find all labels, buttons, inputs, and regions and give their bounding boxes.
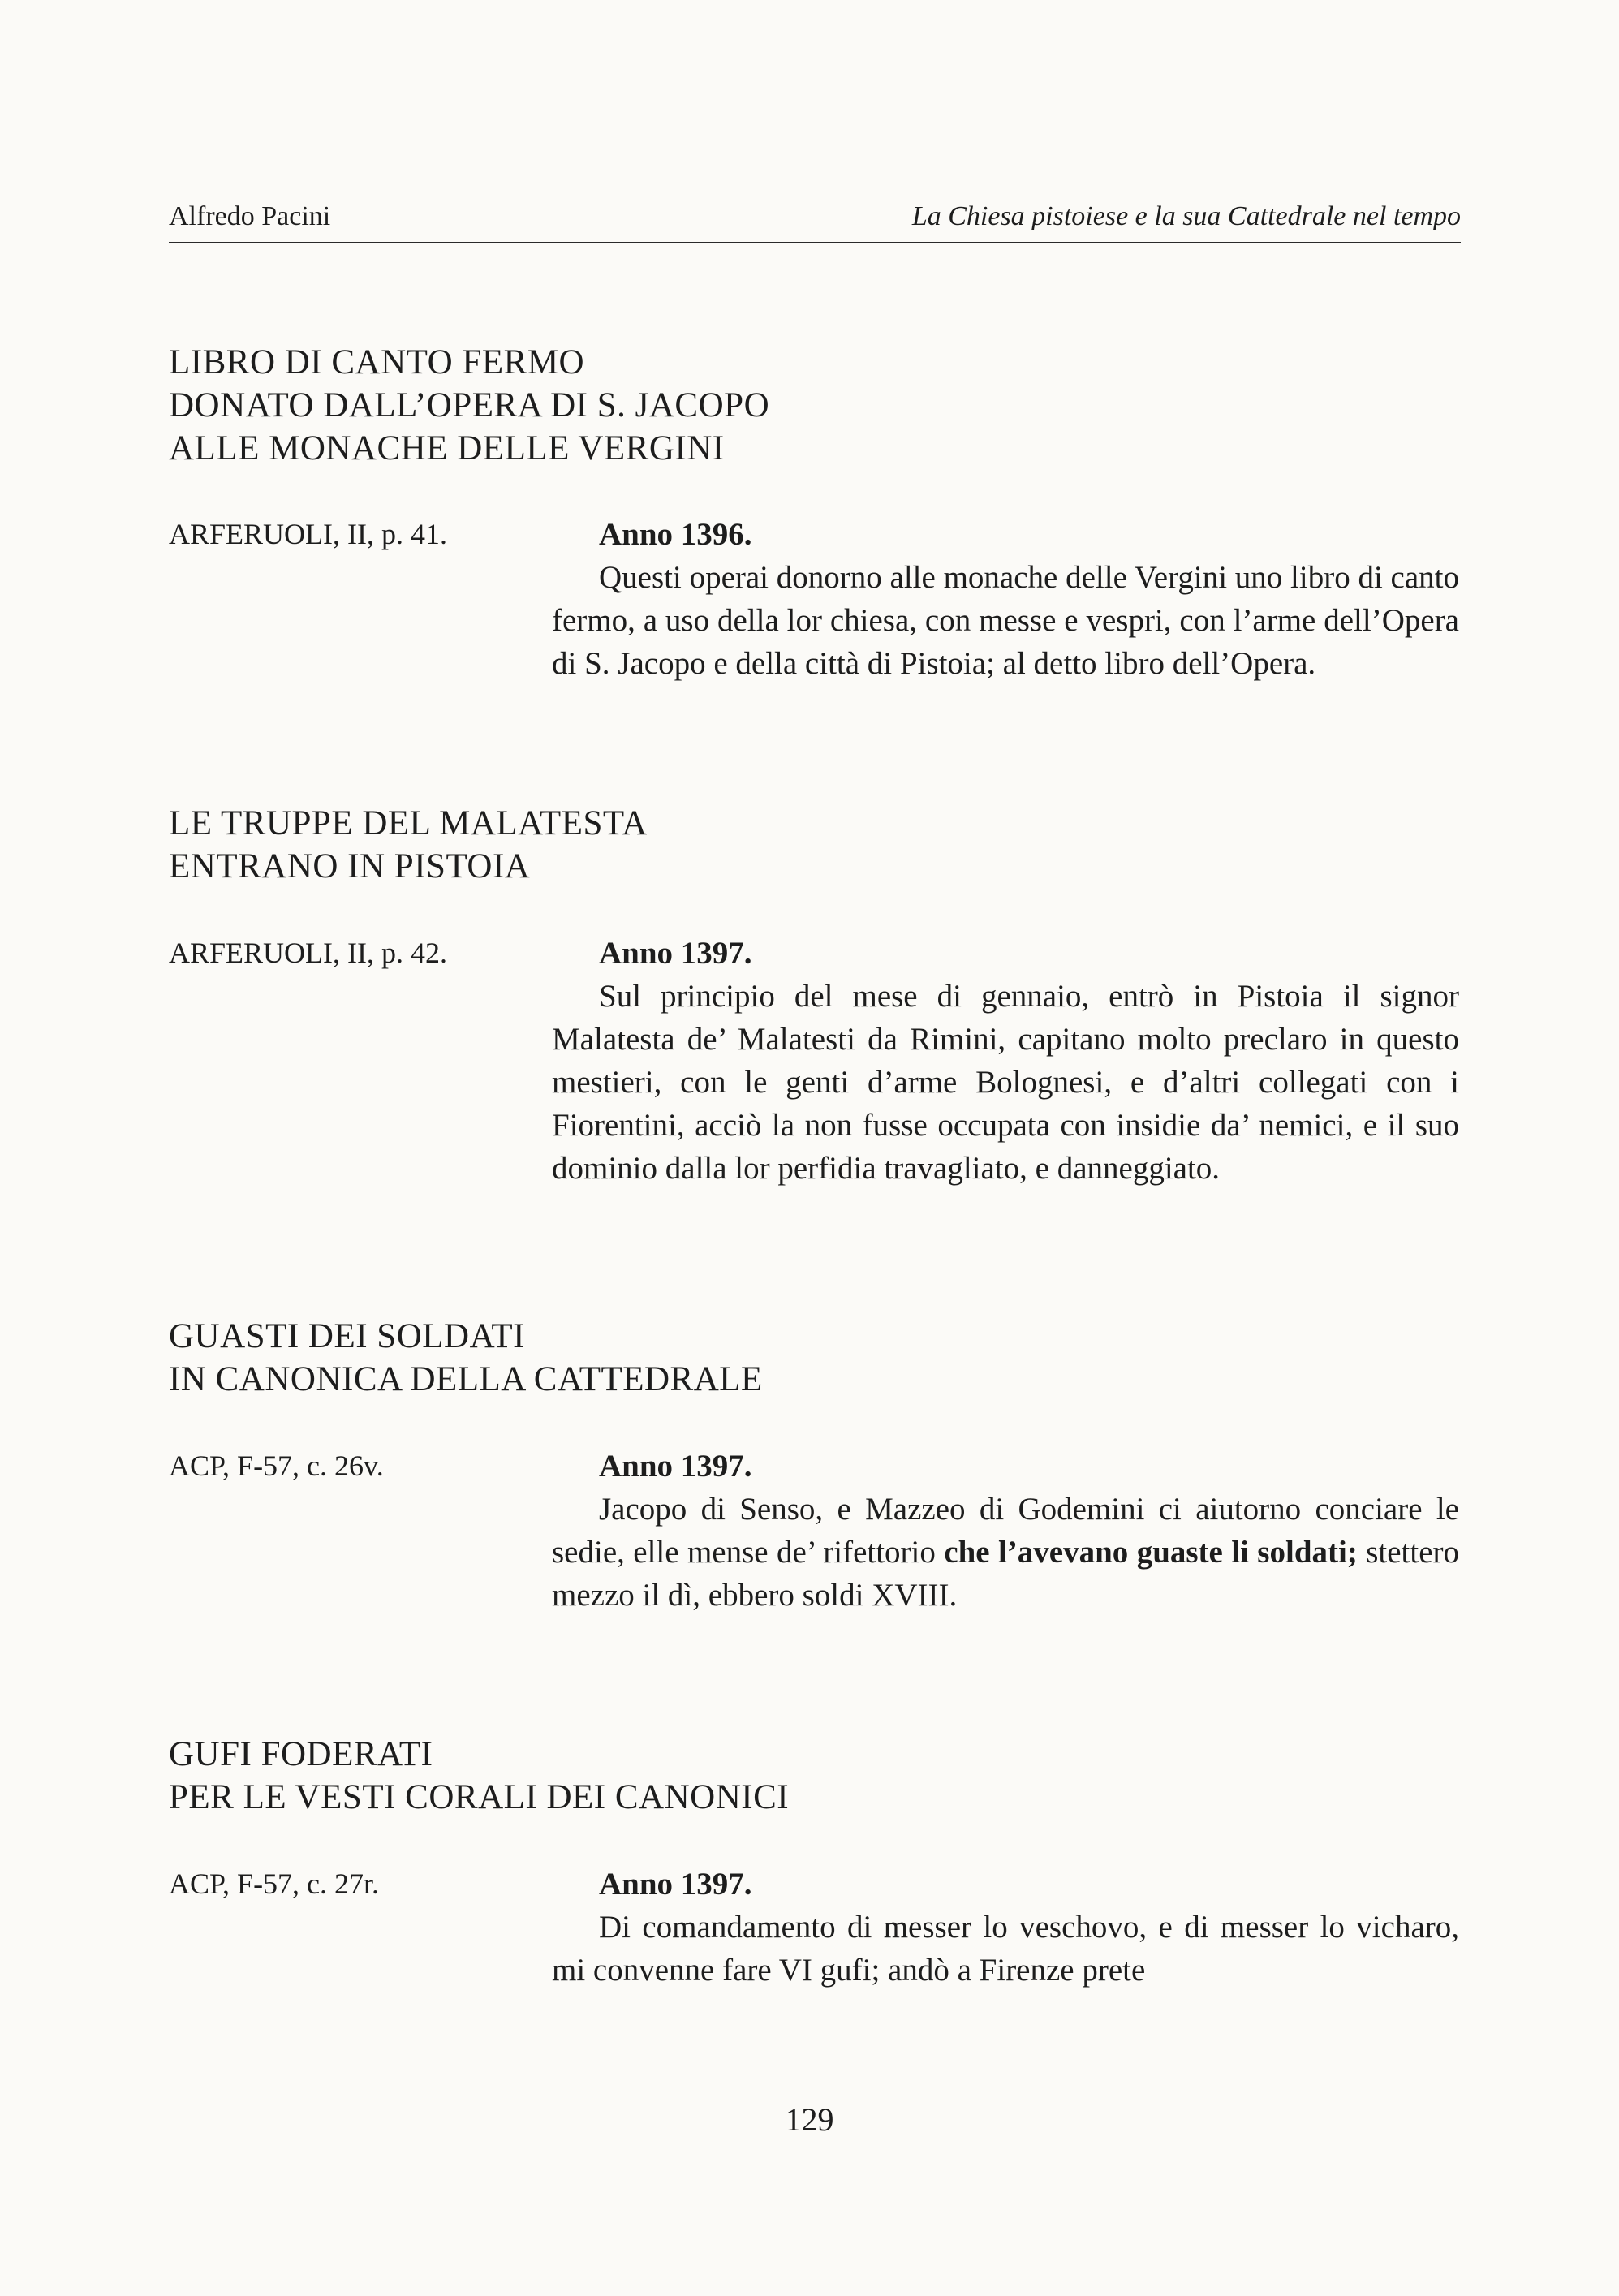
source-reference: ACP, F-57, c. 27r. — [169, 1867, 380, 1900]
entry-text: Questi operai donorno alle monache delle Vergini uno libro di canto fermo, a uso della lor chiesa, con messe e vespri, con l’arme dell’Opera di S. Jacopo e della città di Pistoia; al detto libro dell’Opera. — [552, 560, 1459, 681]
entry-text: Di comandamento di messer lo veschovo, e di messer lo vicharo, mi convenne fare VI gufi; andò a Firenze prete — [552, 1910, 1459, 1988]
entry-year: Anno 1396. — [599, 517, 752, 552]
section-title-line: LIBRO DI CANTO FERMO — [169, 343, 585, 381]
section-title — [169, 802, 1461, 888]
entry-text-after: stettero mezzo il dì, ebbero soldi XVIII. — [552, 1535, 1460, 1613]
section-truppe-malatesta — [169, 802, 1461, 1186]
section-title — [169, 341, 1461, 470]
source-reference: ARFERUOLI, II, p. 42. — [169, 937, 447, 969]
running-head-author: Alfredo Pacini — [169, 201, 331, 231]
section-guasti-soldati — [169, 1315, 1461, 1613]
running-head-title: La Chiesa pistoiese e la sua Cattedrale nel tempo — [911, 201, 1461, 231]
page-number: 129 — [785, 2101, 834, 2138]
section-title-line: DONATO DALL’OPERA DI S. JACOPO — [169, 386, 770, 424]
entry-text — [552, 1488, 1459, 1617]
section-title-line: ALLE MONACHE DELLE VERGINI — [169, 429, 725, 467]
section-gufi-foderati — [169, 1733, 1461, 1988]
entry-body — [552, 1445, 1459, 1617]
entry-body — [552, 513, 1459, 685]
entry-text-before: Jacopo di Senso, e Mazzeo di Godemini ci aiutorno conciare le sedie, elle mense de’ rifettorio — [552, 1492, 1459, 1570]
entry-text-bold: che l’avevano guaste li soldati; — [944, 1535, 1358, 1570]
entry-body — [552, 1863, 1459, 1992]
section-title-line: IN CANONICA DELLA CATTEDRALE — [169, 1360, 763, 1398]
entry-text: Sul principio del mese di gennaio, entrò in Pistoia il signor Malatesta de’ Malatesti da Rimini, capitano molto preclaro in questo mestieri, con le genti d’arme Bolognesi, e d’altri collegati con i Fiorentini, acciò la non fusse occupata con insidie da’ nemici, e il suo dominio dalla lor perfidia travagliato, e danneggiato. — [552, 979, 1459, 1186]
entry-year: Anno 1397. — [599, 936, 752, 971]
header-rule — [169, 242, 1461, 243]
section-libro-canto-fermo — [169, 341, 1461, 681]
section-title-line: GUFI FODERATI — [169, 1735, 433, 1773]
entry-year: Anno 1397. — [599, 1449, 752, 1484]
entry-year: Anno 1397. — [599, 1867, 752, 1902]
section-title-line: GUASTI DEI SOLDATI — [169, 1317, 525, 1355]
section-title-line: PER LE VESTI CORALI DEI CANONICI — [169, 1778, 790, 1816]
entry-body — [552, 932, 1459, 1190]
section-title — [169, 1733, 1461, 1819]
source-reference: ACP, F-57, c. 26v. — [169, 1450, 384, 1482]
section-title-line: ENTRANO IN PISTOIA — [169, 847, 531, 885]
source-reference: ARFERUOLI, II, p. 41. — [169, 518, 447, 550]
section-title — [169, 1315, 1461, 1401]
section-title-line: LE TRUPPE DEL MALATESTA — [169, 804, 648, 842]
